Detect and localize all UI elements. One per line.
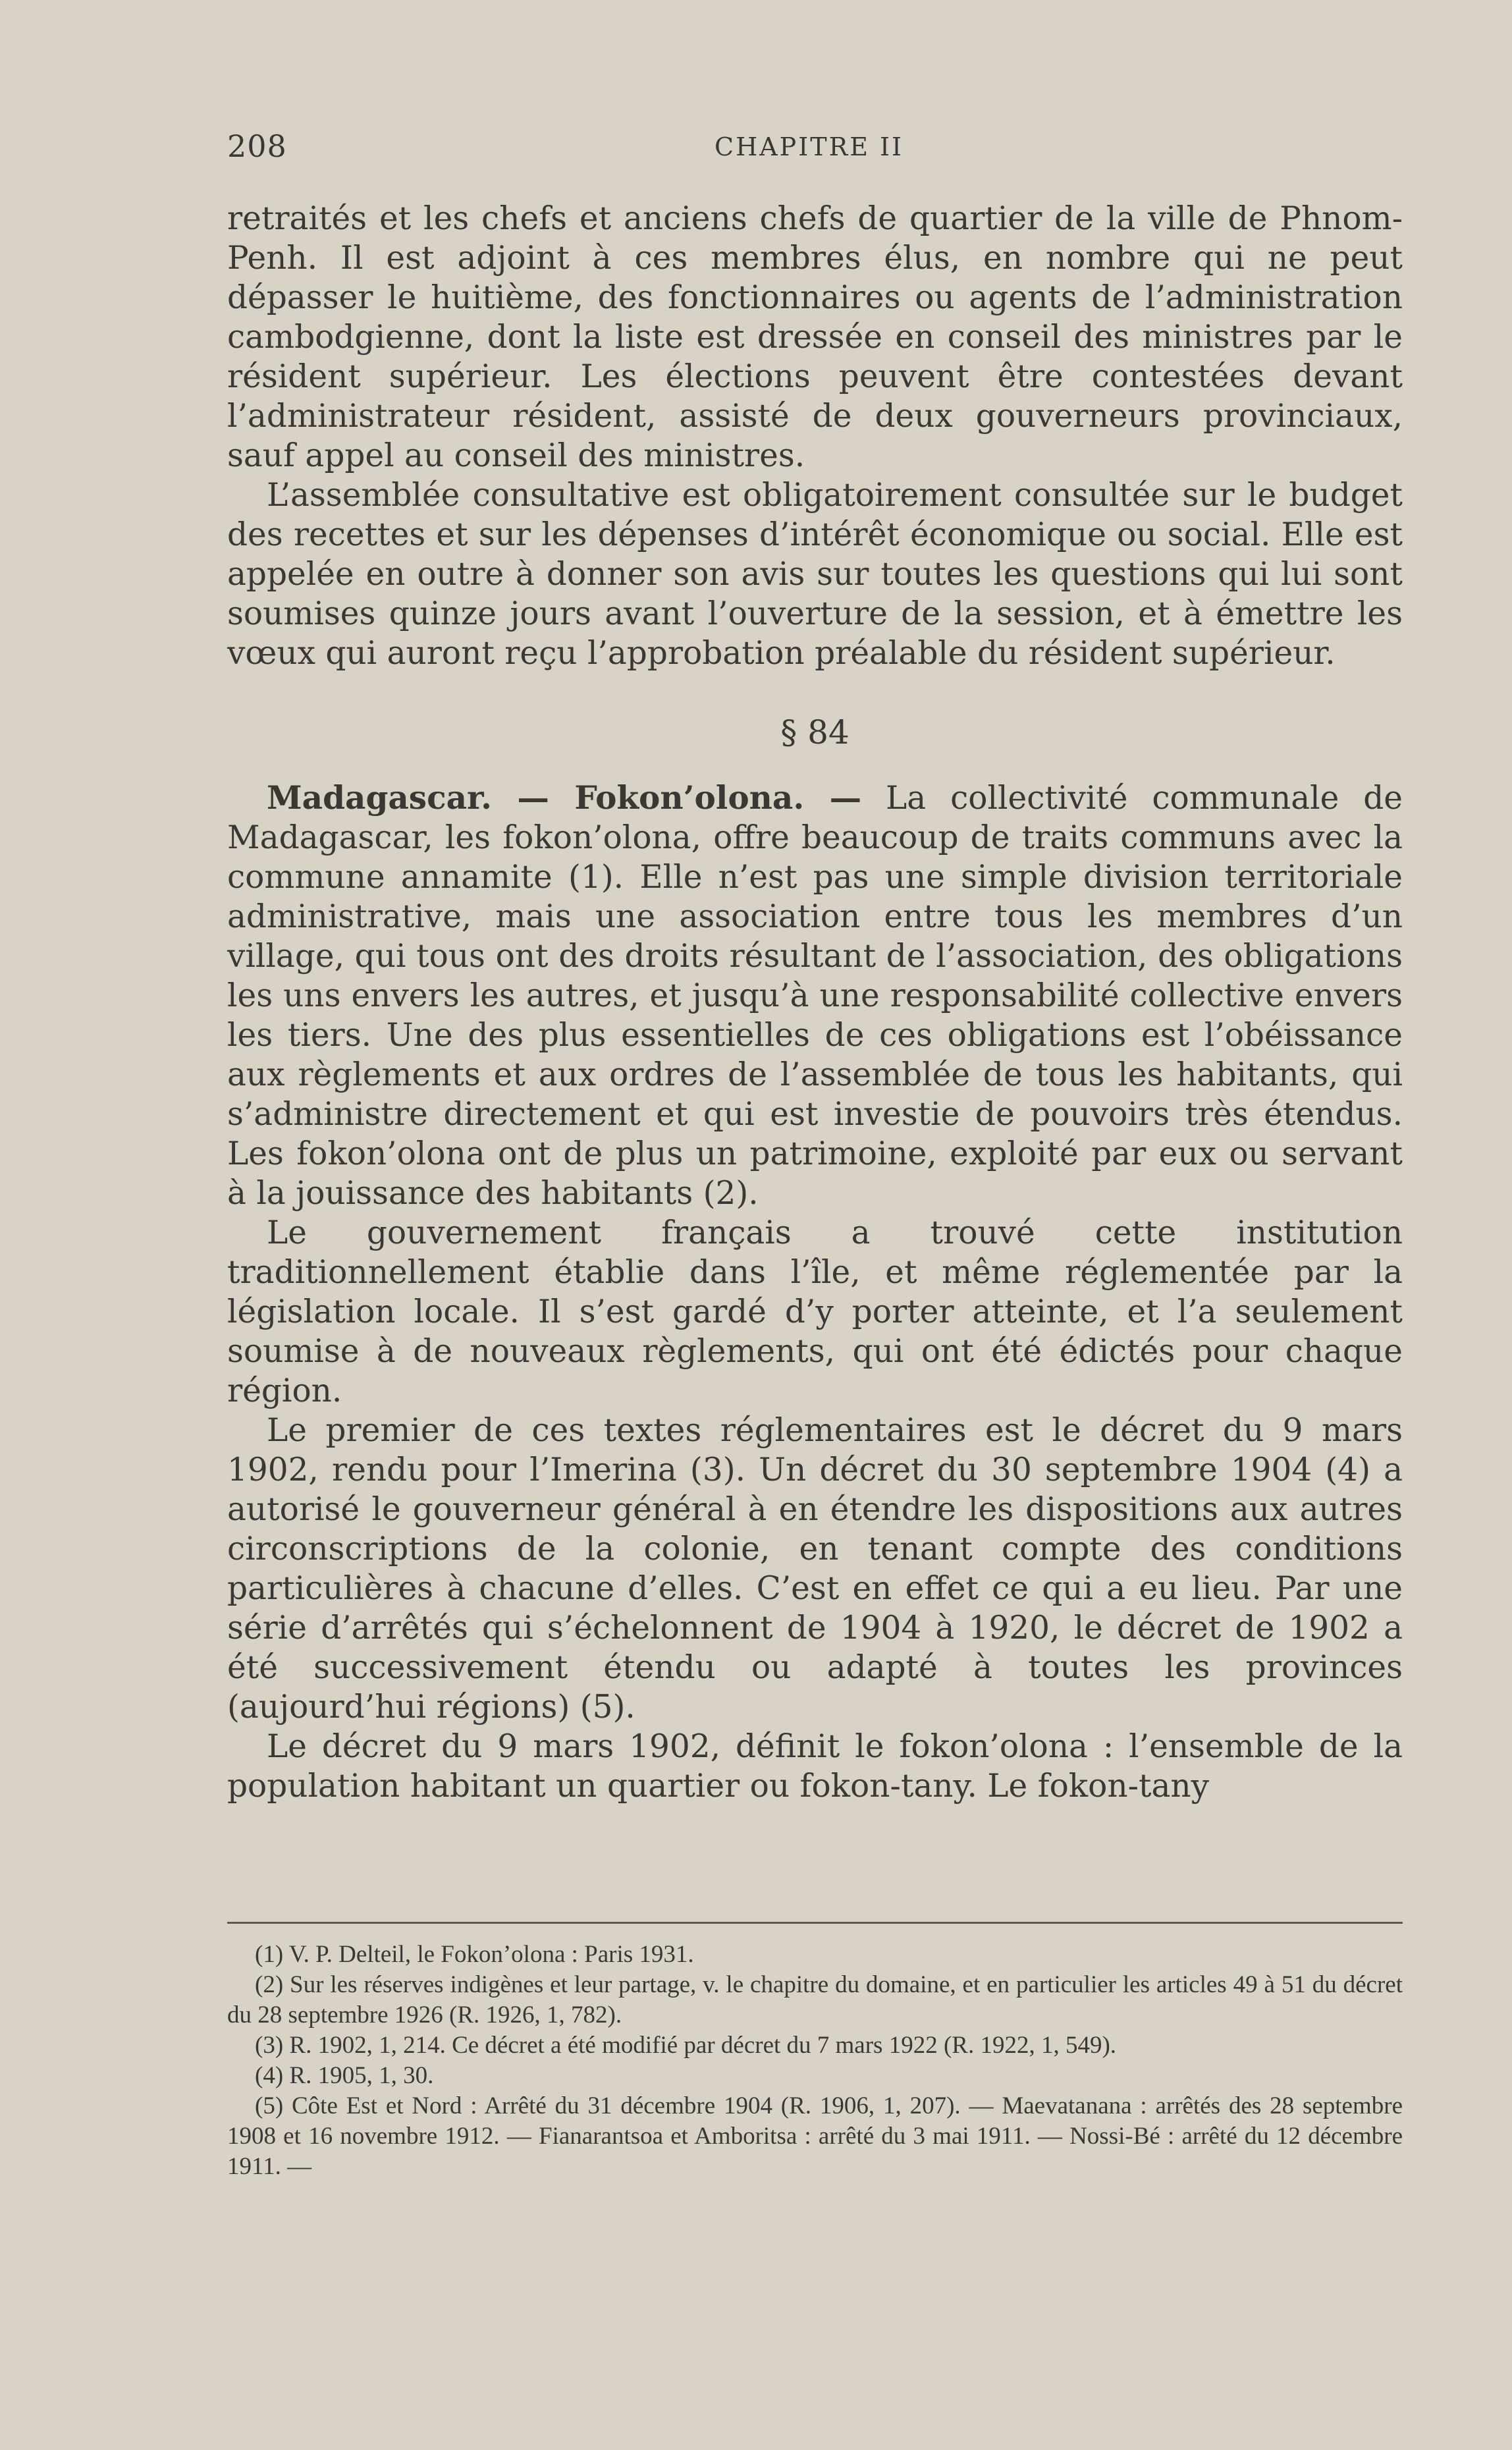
page-number: 208 bbox=[227, 128, 287, 164]
paragraph-4: Le gouvernement français a trouvé cette institution traditionnellement établie dans l’île, et même réglementée par la législation locale. Il s’est gardé d’y porter atteinte, et l’a seulement soumise à de nouveaux règlements, qui ont été édictés pour chaque région. bbox=[227, 1214, 1403, 1409]
footnote-4: (4) R. 1905, 1, 30. bbox=[255, 2062, 434, 2089]
footnote-3: (3) R. 1902, 1, 214. Ce décret a été modifié par décret du 7 mars 1922 (R. 1922, 1, 549). bbox=[255, 2032, 1117, 2059]
paragraph-3 bbox=[227, 778, 1403, 1213]
main-text bbox=[227, 199, 1403, 1806]
paragraph-2: L’assemblée consultative est obligatoirement consultée sur le budget des recettes et sur les dépenses d’intérêt économique ou social. Elle est appelée en outre à donner son avis sur toutes les questions qui lui sont soumises quinze jours avant l’ouverture de la session, et à émettre les vœux qui auront reçu l’approbation préalable du résident supérieur. bbox=[227, 477, 1403, 672]
paragraph-6: Le décret du 9 mars 1902, définit le fokon’olona : l’ensemble de la population habitant un quartier ou fokon-tany. Le fokon-tany bbox=[227, 1728, 1403, 1805]
paragraph-5: Le premier de ces textes réglementaires est le décret du 9 mars 1902, rendu pour l’Imerina (3). Un décret du 30 septembre 1904 (4) a autorisé le gouverneur général à en étendre les dispositions aux autres circonscriptions de la colonie, en tenant compte des conditions particulières à chacune d’elles. C’est en effet ce qui a eu lieu. Par une série d’arrêtés qui s’échelonnent de 1904 à 1920, le décret de 1902 a été successivement étendu ou adapté à toutes les provinces (aujourd’hui régions) (5). bbox=[227, 1412, 1403, 1726]
section-heading: § 84 bbox=[780, 713, 850, 751]
chapter-title: CHAPITRE II bbox=[715, 132, 904, 161]
footnote-divider bbox=[227, 1922, 1403, 1924]
footnotes bbox=[227, 1940, 1403, 2182]
paragraph-3-lead: Madagascar. — Fokon’olona. — bbox=[267, 779, 862, 817]
footnote-5: (5) Côte Est et Nord : Arrêté du 31 décembre 1904 (R. 1906, 1, 207). — Maevatanana : arrêtés des 28 septembre 1908 et 16 novembre 1912. — Fianarantsoa et Amboritsa : arrêté du 3 mai 1911. — Nossi-Bé : arrêté du 12 décembre 1911. — bbox=[227, 2092, 1403, 2180]
page-header bbox=[227, 128, 1403, 175]
paragraph-1: retraités et les chefs et anciens chefs de quartier de la ville de Phnom-Penh. Il est adjoint à ces membres élus, en nombre qui ne peut dépasser le huitième, des fonctionnaires ou agents de l’administration cambodgienne, dont la liste est dressée en conseil des ministres par le résident supérieur. Les élections peuvent être contestées devant l’administrateur résident, assisté de deux gouverneurs provinciaux, sauf appel au conseil des ministres. bbox=[227, 200, 1403, 474]
paragraph-3-text: La collectivité communale de Madagascar, les fokon’olona, offre beaucoup de traits communs avec la commune annamite (1). Elle n’est pas une simple division territoriale administrative, mais une association entre tous les membres d’un village, qui tous ont des droits résultant de l’association, des obligations les uns envers les autres, et jusqu’à une responsabilité collective envers les tiers. Une des plus essentielles de ces obligations est l’obéissance aux règlements et aux ordres de l’assemblée de tous les habitants, qui s’administre directement et qui est investie de pouvoirs très étendus. Les fokon’olona ont de plus un patrimoine, exploité par eux ou servant à la jouissance des habitants (2). bbox=[227, 780, 1403, 1212]
footnote-2: (2) Sur les réserves indigènes et leur partage, v. le chapitre du domaine, et en particulier les articles 49 à 51 du décret du 28 septembre 1926 (R. 1926, 1, 782). bbox=[227, 1971, 1403, 2028]
footnote-1: (1) V. P. Delteil, le Fokon’olona : Paris 1931. bbox=[255, 1941, 694, 1968]
